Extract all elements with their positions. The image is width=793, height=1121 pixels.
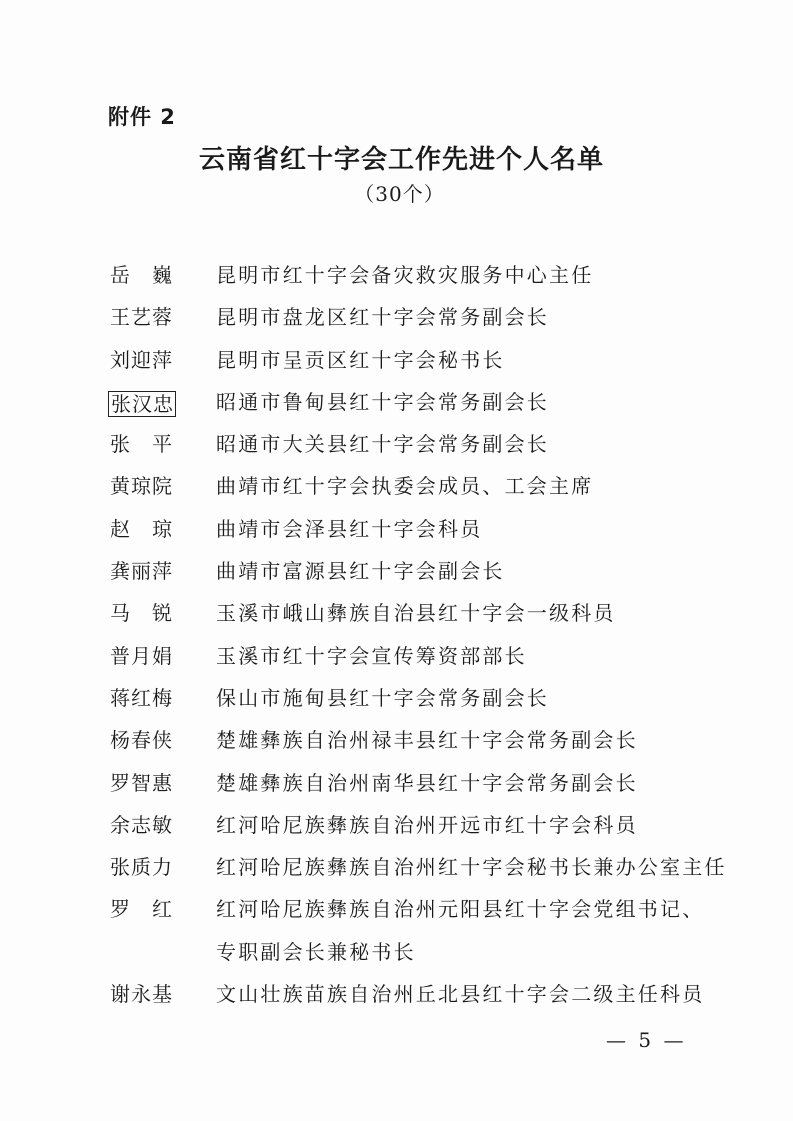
person-name: 赵 琼	[110, 516, 172, 541]
list-item	[0, 846, 793, 888]
person-name: 龚丽萍	[110, 559, 172, 584]
list-item	[0, 592, 793, 634]
person-position: 昭通市大关县红十字会常务副会长	[216, 432, 549, 457]
person-position: 昆明市呈贡区红十字会秘书长	[216, 347, 505, 372]
person-name: 王艺蓉	[110, 305, 172, 330]
person-name: 罗 红	[110, 897, 172, 922]
list-item	[0, 804, 793, 846]
person-position: 曲靖市红十字会执委会成员、工会主席	[216, 474, 594, 499]
page-subtitle: （30个）	[354, 182, 445, 206]
list-item	[0, 762, 793, 804]
list-item	[0, 465, 793, 507]
list-item	[0, 296, 793, 338]
person-position: 楚雄彝族自治州禄丰县红十字会常务副会长	[216, 728, 638, 753]
person-position: 昭通市鲁甸县红十字会常务副会长	[216, 389, 549, 414]
person-position: 昆明市盘龙区红十字会常务副会长	[216, 305, 549, 330]
person-name: 罗智惠	[110, 770, 172, 795]
person-position: 曲靖市富源县红十字会副会长	[216, 559, 505, 584]
person-name: 普月娟	[110, 643, 172, 668]
person-position: 红河哈尼族彝族自治州开远市红十字会科员	[216, 812, 638, 837]
list-item	[0, 973, 793, 1015]
page-title: 云南省红十字会工作先进个人名单	[198, 145, 604, 175]
person-name: 杨春侠	[110, 728, 172, 753]
person-name: 马 锐	[110, 601, 172, 626]
list-item	[0, 677, 793, 719]
list-item	[0, 254, 793, 296]
person-name: 黄琼院	[110, 474, 172, 499]
person-position-line2: 专职副会长兼秘书长	[216, 939, 416, 964]
people-list	[0, 254, 793, 1015]
page-number: — 5 —	[606, 1028, 687, 1052]
list-item	[0, 423, 793, 465]
person-position: 保山市施甸县红十字会常务副会长	[216, 685, 549, 710]
person-name: 张质力	[110, 855, 172, 880]
attachment-label: 附件 2	[108, 105, 176, 129]
person-position: 红河哈尼族彝族自治州红十字会秘书长兼办公室主任	[216, 855, 727, 880]
person-position: 玉溪市峨山彝族自治县红十字会一级科员	[216, 601, 616, 626]
list-item	[0, 635, 793, 677]
person-position-line1: 红河哈尼族彝族自治州元阳县红十字会党组书记、	[216, 897, 705, 922]
person-position	[216, 888, 705, 973]
person-name: 谢永基	[110, 982, 172, 1007]
person-name-boxed: 张汉忠	[108, 391, 176, 417]
person-name: 蒋红梅	[110, 685, 172, 710]
person-position: 楚雄彝族自治州南华县红十字会常务副会长	[216, 770, 638, 795]
person-name: 刘迎萍	[110, 347, 172, 372]
person-position: 曲靖市会泽县红十字会科员	[216, 516, 483, 541]
list-item	[0, 550, 793, 592]
person-name: 余志敏	[110, 812, 172, 837]
person-position: 文山壮族苗族自治州丘北县红十字会二级主任科员	[216, 982, 705, 1007]
person-name: 岳 巍	[110, 263, 172, 287]
list-item	[0, 381, 793, 423]
list-item	[0, 888, 793, 973]
person-position: 玉溪市红十字会宣传筹资部部长	[216, 643, 527, 668]
list-item	[0, 719, 793, 761]
person-position: 昆明市红十字会备灾救灾服务中心主任	[216, 263, 594, 287]
list-item	[0, 508, 793, 550]
list-item	[0, 339, 793, 381]
person-name: 张 平	[110, 432, 172, 457]
